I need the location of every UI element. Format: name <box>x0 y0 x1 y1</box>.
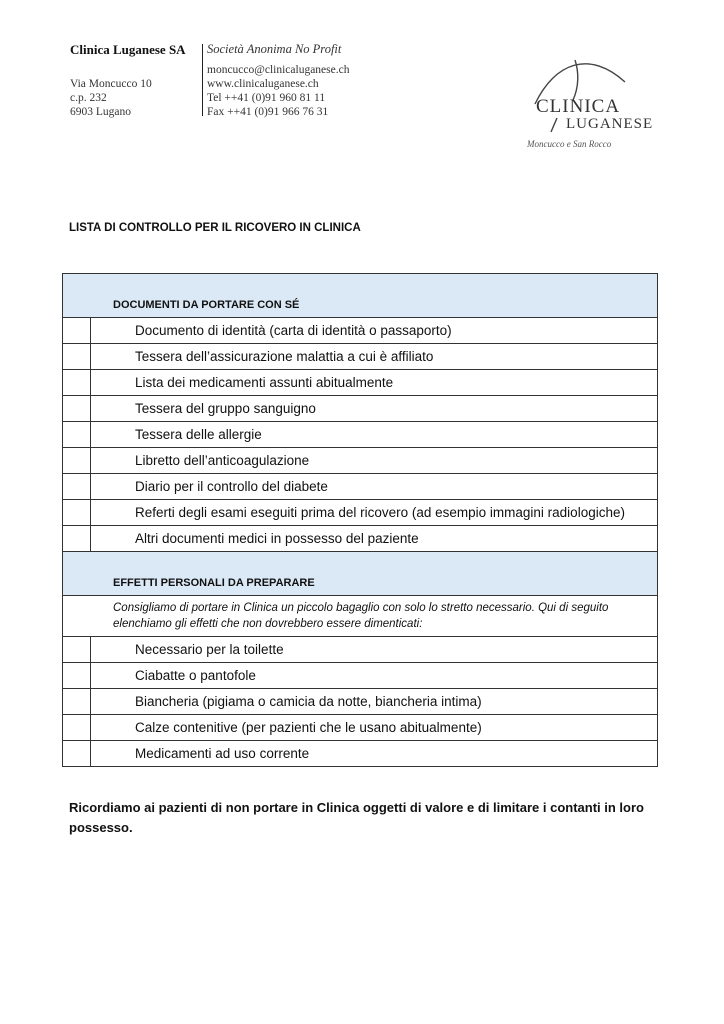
email-link[interactable]: moncucco@clinicaluganese.ch <box>207 64 350 76</box>
checkbox[interactable] <box>63 318 91 344</box>
checklist-row <box>63 500 658 526</box>
checklist-item: Altri documenti medici in possesso del paziente <box>91 526 658 552</box>
checklist-item: Referti degli esami eseguiti prima del ricovero (ad esempio immagini radiologiche) <box>91 500 658 526</box>
checkbox[interactable] <box>63 526 91 552</box>
logo-tagline: Moncucco e San Rocco <box>527 139 612 149</box>
checklist-item: Lista dei medicamenti assunti abitualmente <box>91 370 658 396</box>
letterhead-divider <box>202 44 203 116</box>
checkbox[interactable] <box>63 370 91 396</box>
section-header-documents <box>63 274 658 318</box>
checkbox[interactable] <box>63 689 91 715</box>
checkbox[interactable] <box>63 448 91 474</box>
checklist-row <box>63 526 658 552</box>
section-header-personal <box>63 552 658 596</box>
logo-text-clinica: CLINICA <box>536 96 621 117</box>
checkbox[interactable] <box>63 344 91 370</box>
legal-form: Società Anonima No Profit <box>207 42 342 56</box>
company-address <box>70 77 152 119</box>
checkbox[interactable] <box>63 663 91 689</box>
checklist-row <box>63 741 658 767</box>
page-title: LISTA DI CONTROLLO PER IL RICOVERO IN CLINICA <box>69 222 361 234</box>
section-heading: EFFETTI PERSONALI DA PREPARARE <box>113 577 315 589</box>
checklist-row <box>63 344 658 370</box>
checklist-row <box>63 370 658 396</box>
contact-block <box>207 63 349 119</box>
company-name: Clinica Luganese SA <box>70 42 186 57</box>
checkbox[interactable] <box>63 396 91 422</box>
reminder-text: Ricordiamo ai pazienti di non portare in Clinica oggetti di valore e di limitare i contanti in loro possesso. <box>69 800 644 835</box>
checklist-item: Medicamenti ad uso corrente <box>91 741 658 767</box>
phone-number: Tel ++41 (0)91 960 81 11 <box>207 92 326 104</box>
checkbox[interactable] <box>63 741 91 767</box>
checklist-row <box>63 663 658 689</box>
checklist-row <box>63 474 658 500</box>
fax-number: Fax ++41 (0)91 966 76 31 <box>207 106 329 118</box>
checklist-row <box>63 396 658 422</box>
checklist-item: Biancheria (pigiama o camicia da notte, biancheria intima) <box>91 689 658 715</box>
address-line: c.p. 232 <box>70 92 107 104</box>
address-line: 6903 Lugano <box>70 106 132 118</box>
checklist-item: Tessera dell’assicurazione malattia a cui è affiliato <box>91 344 658 370</box>
checklist-item: Libretto dell’anticoagulazione <box>91 448 658 474</box>
checklist-row <box>63 422 658 448</box>
section-heading: DOCUMENTI DA PORTARE CON SÉ <box>113 299 300 311</box>
checklist-item: Calze contenitive (per pazienti che le usano abitualmente) <box>91 715 658 741</box>
checklist-item: Tessera del gruppo sanguigno <box>91 396 658 422</box>
website-link[interactable]: www.clinicaluganese.ch <box>207 78 319 90</box>
checklist-item: Tessera delle allergie <box>91 422 658 448</box>
logo-text-luganese: LUGANESE <box>566 116 654 132</box>
checklist-row <box>63 318 658 344</box>
checklist-item: Ciabatte o pantofole <box>91 663 658 689</box>
section-note <box>63 596 658 637</box>
note-text: Consigliamo di portare in Clinica un piccolo bagaglio con solo lo stretto necessario. Qui di seguito elenchiamo gli effetti che non dovrebbero essere dimenticati: <box>113 602 609 630</box>
checkbox[interactable] <box>63 474 91 500</box>
checklist-table <box>62 273 658 767</box>
checklist-row <box>63 637 658 663</box>
checkbox[interactable] <box>63 422 91 448</box>
checklist-row <box>63 689 658 715</box>
checkbox[interactable] <box>63 637 91 663</box>
checklist-row <box>63 715 658 741</box>
checklist-row <box>63 448 658 474</box>
checkbox[interactable] <box>63 715 91 741</box>
checkbox[interactable] <box>63 500 91 526</box>
checklist-item: Necessario per la toilette <box>91 637 658 663</box>
address-line: Via Moncucco 10 <box>70 78 152 90</box>
checklist-item: Diario per il controllo del diabete <box>91 474 658 500</box>
checklist-item: Documento di identità (carta di identità o passaporto) <box>91 318 658 344</box>
